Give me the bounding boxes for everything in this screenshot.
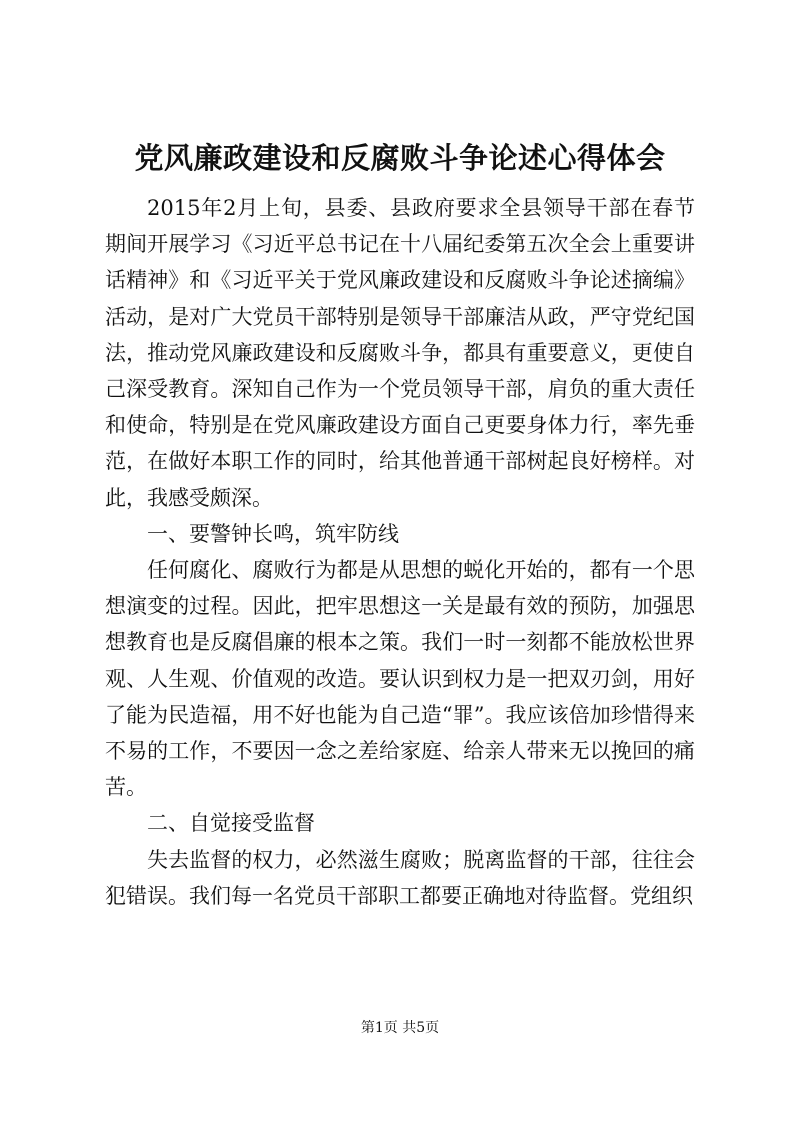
section-heading-2: 二、自觉接受监督 xyxy=(147,811,315,836)
document-body xyxy=(105,190,695,914)
paragraph-intro: 2015年2月上旬，县委、县政府要求全县领导干部在春节期间开展学习《习近平总书记在十八届纪委第五次全会上重要讲话精神》和《习近平关于党风廉政建设和反腐败斗争论述摘编》活动，是对广大党员干部特别是领导干部廉洁从政，严守党纪国法，推动党风廉政建设和反腐败斗争，都具有重要意义，更使自己深受教育。深知自己作为一个党员领导干部，肩负的重大责任和使命，特别是在党风廉政建设方面自己更要身体力行，率先垂范，在做好本职工作的同时，给其他普通干部树起良好榜样。对此，我感受颇深。 xyxy=(105,196,695,510)
page-number-footer: 第1页 共5页 xyxy=(360,1020,440,1036)
document-title: 党风廉政建设和反腐败斗争论述心得体会 xyxy=(134,141,666,175)
section-heading-1: 一、要警钟长鸣，筑牢防线 xyxy=(147,521,399,546)
paragraph-section-1: 任何腐化、腐败行为都是从思想的蜕化开始的，都有一个思想演变的过程。因此，把牢思想这一关是最有效的预防，加强思想教育也是反腐倡廉的根本之策。我们一时一刻都不能放松世界观、人生观、价值观的改造。要认识到权力是一把双刃剑，用好了能为民造福，用不好也能为自己造“罪”。我应该倍加珍惜得来不易的工作，不要因一念之差给家庭、给亲人带来无以挽回的痛苦。 xyxy=(105,558,695,800)
paragraph-section-2: 失去监督的权力，必然滋生腐败；脱离监督的干部，往往会犯错误。我们每一名党员干部职工都要正确地对待监督。党组织 xyxy=(105,847,695,908)
